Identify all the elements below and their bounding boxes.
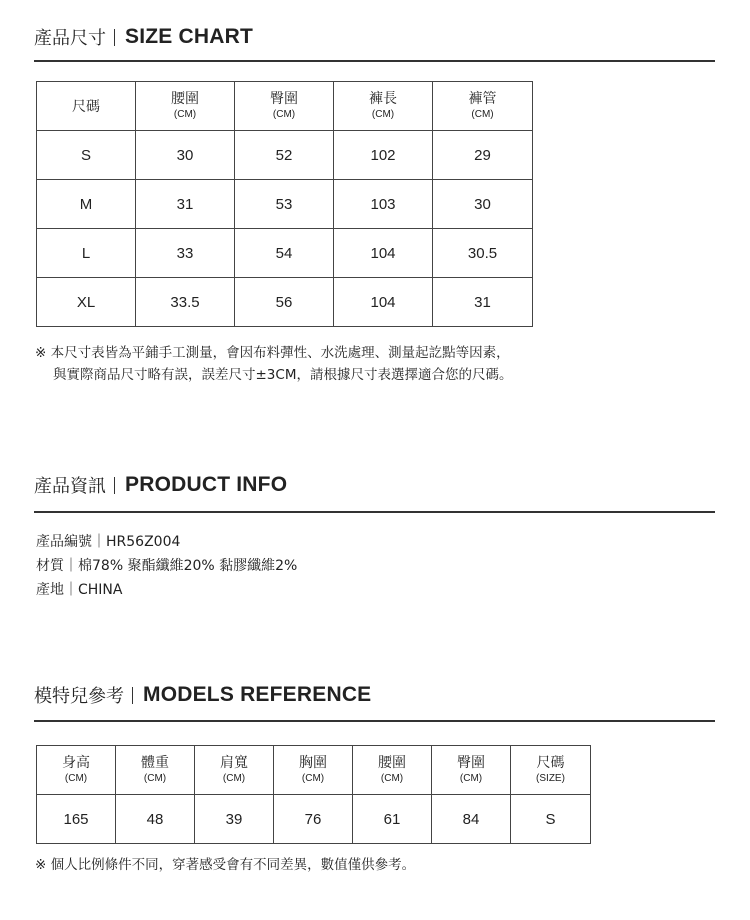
height-header-cell: 身高 (CM): [37, 746, 116, 795]
value-cell: 56: [235, 278, 334, 327]
table-row: [37, 229, 533, 278]
table-row: [37, 795, 591, 844]
table-row: [37, 278, 533, 327]
models-header-row: [37, 746, 591, 795]
size-cell: L: [37, 229, 136, 278]
models-reference-table: [36, 745, 591, 844]
shoulder-header-cell: 肩寬 (CM): [195, 746, 274, 795]
size-cell: M: [37, 180, 136, 229]
length-header-cell: 褲長 (CM): [334, 82, 433, 131]
product-origin: 產地｜CHINA: [36, 582, 123, 598]
table-row: [37, 180, 533, 229]
title-separator: [132, 687, 133, 704]
value-cell: 31: [136, 180, 235, 229]
size-chart-header-row: [37, 82, 533, 131]
size-chart-note: [35, 342, 512, 386]
value-cell: 104: [334, 278, 433, 327]
title-separator: [114, 477, 115, 494]
waist-header-cell: 腰圍 (CM): [353, 746, 432, 795]
table-row: [37, 131, 533, 180]
models-reference-note: [35, 854, 415, 876]
size-cell: XL: [37, 278, 136, 327]
models-reference-title-en: MODELS REFERENCE: [143, 683, 372, 706]
value-cell: S: [511, 795, 591, 844]
value-cell: 53: [235, 180, 334, 229]
product-info-title: [34, 471, 287, 499]
size-header-cell: 尺碼: [37, 82, 136, 131]
value-cell: 76: [274, 795, 353, 844]
models-reference-title-zh: 模特兒參考: [34, 686, 124, 707]
size-chart-table: [36, 81, 533, 327]
models-reference-title: [34, 681, 371, 709]
product-info-title-en: PRODUCT INFO: [125, 473, 288, 496]
value-cell: 30: [433, 180, 533, 229]
title-separator: [114, 29, 115, 46]
models-reference-note-text: ※ 個人比例條件不同，穿著感受會有不同差異，數值僅供參考。: [35, 857, 416, 873]
value-cell: 33: [136, 229, 235, 278]
weight-header-cell: 體重 (CM): [116, 746, 195, 795]
value-cell: 33.5: [136, 278, 235, 327]
value-cell: 104: [334, 229, 433, 278]
value-cell: 61: [353, 795, 432, 844]
value-cell: 84: [432, 795, 511, 844]
value-cell: 52: [235, 131, 334, 180]
hip-header-cell: 臀圍 (CM): [235, 82, 334, 131]
value-cell: 31: [433, 278, 533, 327]
value-cell: 165: [37, 795, 116, 844]
value-cell: 103: [334, 180, 433, 229]
product-info-list: [36, 530, 297, 602]
value-cell: 30.5: [433, 229, 533, 278]
leg-opening-header-cell: 褲管 (CM): [433, 82, 533, 131]
size-chart-note-line1: ※ 本尺寸表皆為平鋪手工測量，會因布料彈性、水洗處理、測量起訖點等因素，: [35, 345, 510, 361]
size-header-cell: 尺碼 (SIZE): [511, 746, 591, 795]
size-chart-title-zh: 產品尺寸: [34, 28, 106, 49]
value-cell: 54: [235, 229, 334, 278]
chest-header-cell: 胸圍 (CM): [274, 746, 353, 795]
value-cell: 29: [433, 131, 533, 180]
product-code: 產品編號｜HR56Z004: [36, 534, 181, 550]
size-chart-note-line2: 與實際商品尺寸略有誤，誤差尺寸±3CM，請根據尺寸表選擇適合您的尺碼。: [53, 367, 513, 383]
size-chart-divider: [34, 60, 715, 62]
product-material: 材質｜棉78% 聚酯纖維20% 黏膠纖維2%: [36, 558, 298, 574]
value-cell: 48: [116, 795, 195, 844]
models-reference-divider: [34, 720, 715, 722]
product-info-title-zh: 產品資訊: [34, 476, 106, 497]
size-cell: S: [37, 131, 136, 180]
value-cell: 30: [136, 131, 235, 180]
product-info-divider: [34, 511, 715, 513]
size-chart-title: [34, 23, 253, 51]
waist-header-cell: 腰圍 (CM): [136, 82, 235, 131]
value-cell: 39: [195, 795, 274, 844]
size-chart-title-en: SIZE CHART: [125, 25, 253, 48]
hip-header-cell: 臀圍 (CM): [432, 746, 511, 795]
value-cell: 102: [334, 131, 433, 180]
